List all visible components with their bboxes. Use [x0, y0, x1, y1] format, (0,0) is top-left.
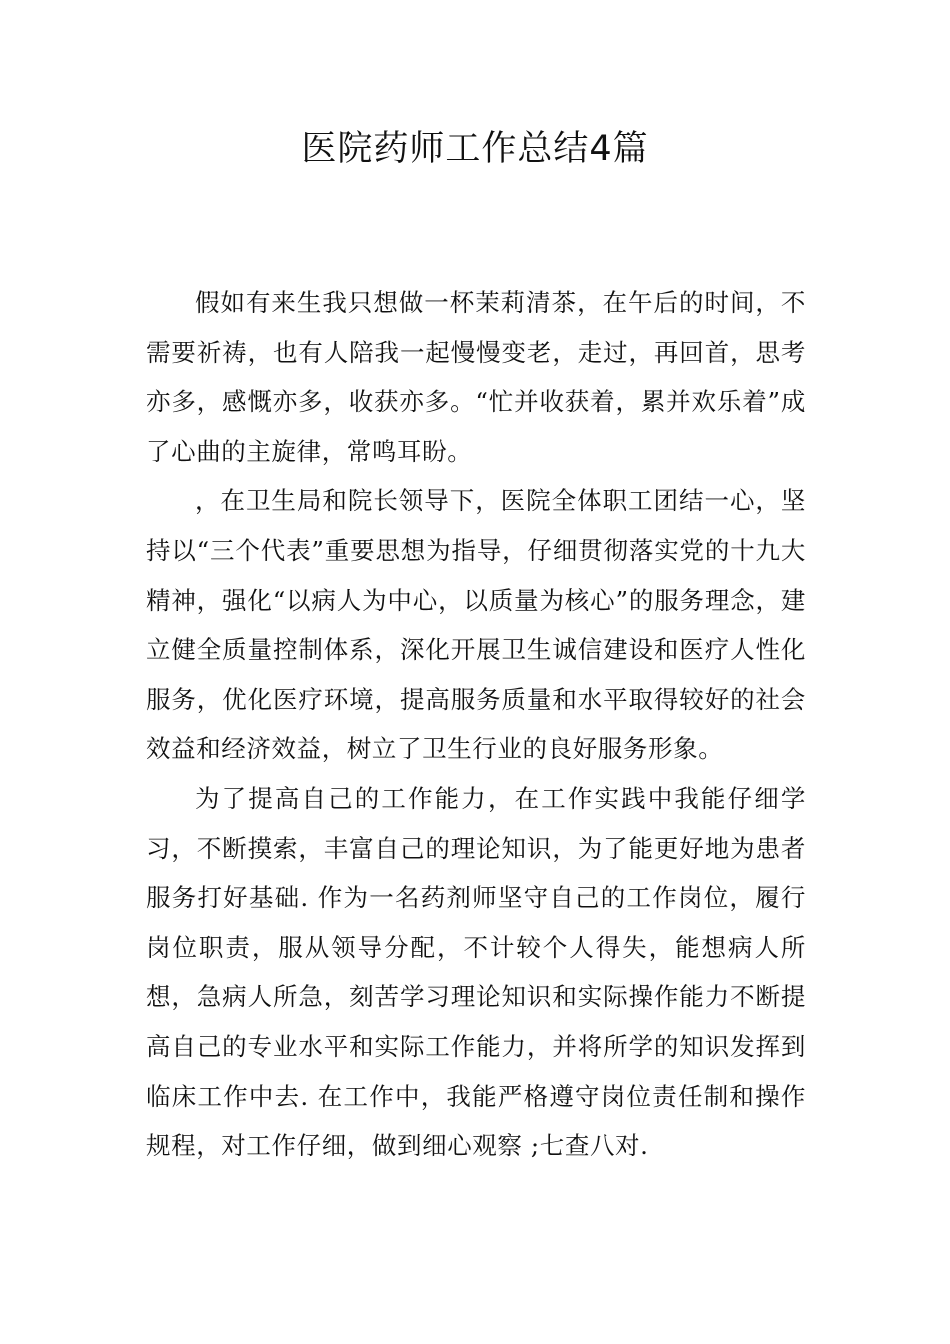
paragraph-2: ，在卫生局和院长领导下，医院全体职工团结一心，坚持以“三个代表”重要思想为指导，仔细贯彻落实党的十九大精神，强化“以病人为中心，以质量为核心”的服务理念，建立健全质量控制体系，深化开展卫生诚信建设和医疗人性化服务，优化医疗环境，提高服务质量和水平取得较好的社会效益和经济效益，树立了卫生行业的良好服务形象。 — [146, 486, 806, 764]
paragraph-3: 为了提高自己的工作能力，在工作实践中我能仔细学习，不断摸索，丰富自己的理论知识，为了能更好地为患者服务打好基础. 作为一名药剂师坚守自己的工作岗位，履行岗位职责，服从领导分配，不计较个人得失，能想病人所想，急病人所急，刻苦学习理论知识和实际操作能力不断提高自己的专业水平和实际工作能力，并将所学的知识发挥到临床工作中去. 在工作中，我能严格遵守岗位责任制和操作规程，对工作仔细，做到细心观察 ;七查八对. — [146, 783, 806, 1161]
document-body — [146, 278, 806, 1171]
document-title: 医院药师工作总结4篇 — [301, 129, 649, 169]
paragraph-1: 假如有来生我只想做一杯茉莉清茶，在午后的时间，不需要祈祷，也有人陪我一起慢慢变老，走过，再回首，思考亦多，感慨亦多，收获亦多。“忙并收获着，累并欢乐着”成了心曲的主旋律，常鸣耳盼。 — [146, 288, 806, 466]
